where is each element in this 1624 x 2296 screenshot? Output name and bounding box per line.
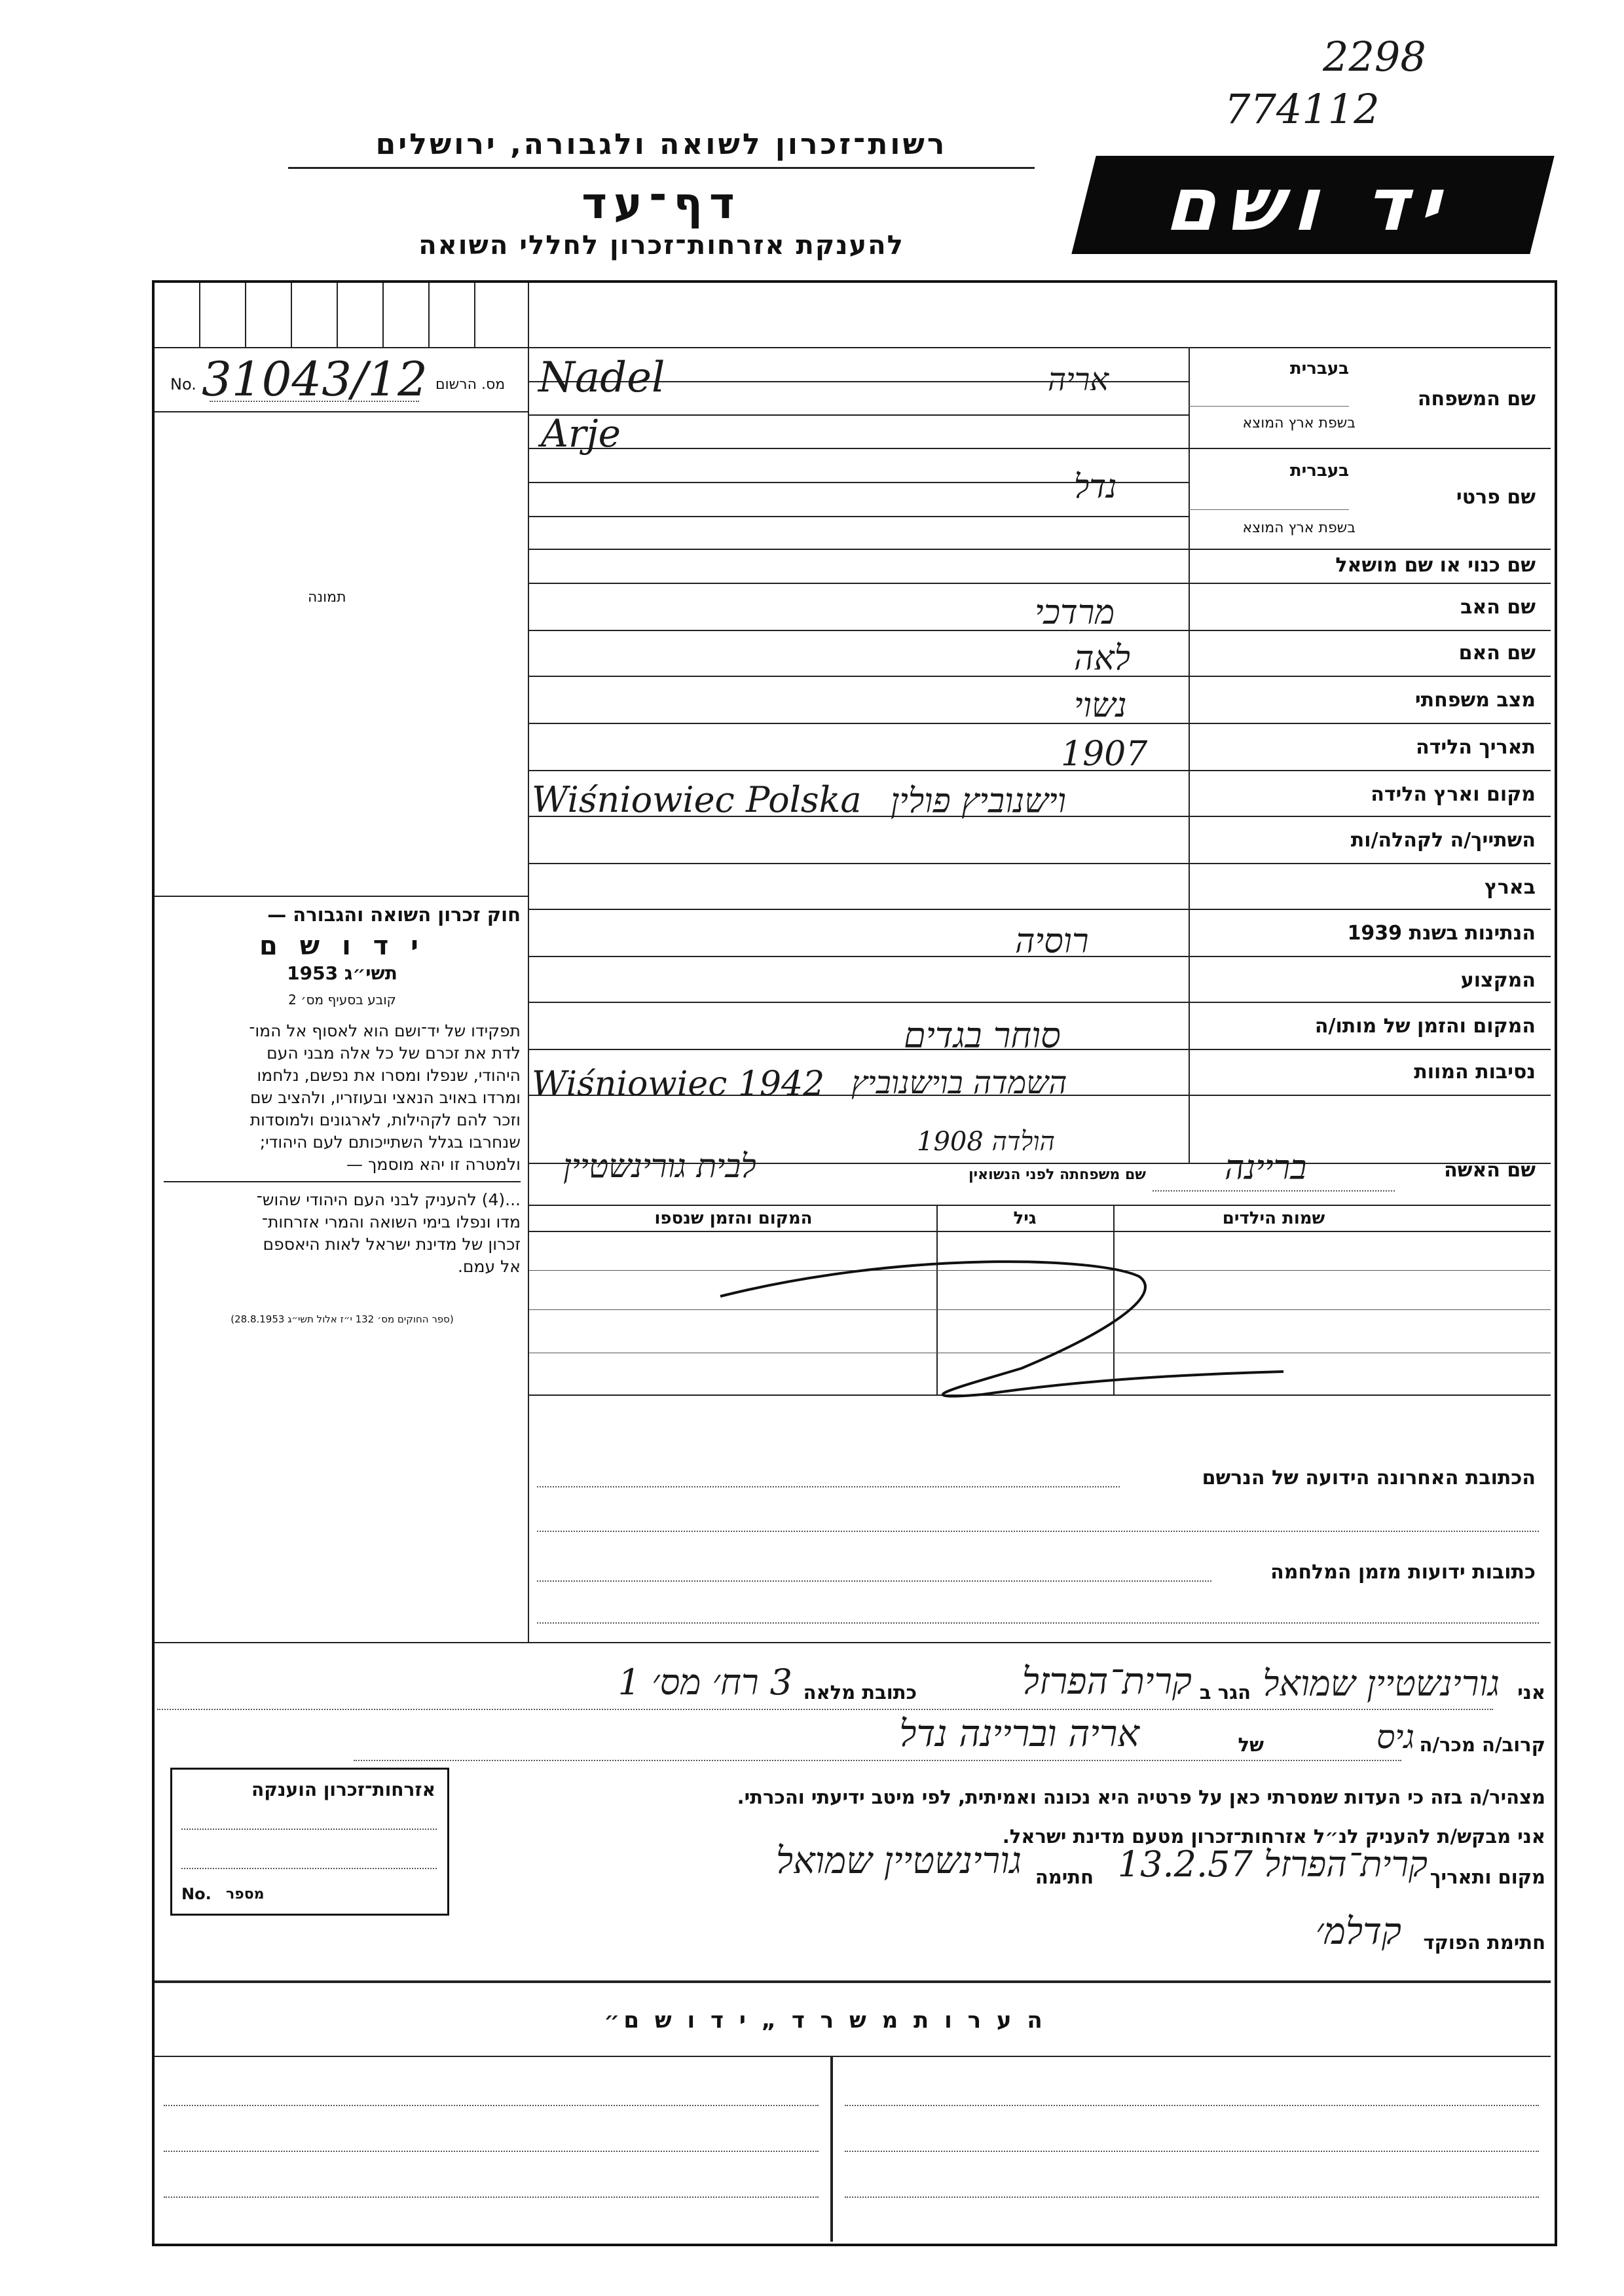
law-line: לדת את זכרם של כל אלה מבני העם [267,1044,521,1063]
yad-vashem-logo [1071,156,1554,254]
address-dotted [537,1531,1539,1532]
logo-text: יד ושם [1160,162,1466,247]
surname-origin-label: בשפת ארץ המוצא [1242,415,1356,431]
citizenship-value: רוסיה [1015,922,1089,961]
profession-label: המקצוע [1460,969,1536,992]
law-line: זכרון של מדינת ישראל לאות היאספם [263,1235,521,1254]
box-dotted [181,1868,437,1869]
father-label: שם האב [1460,596,1536,619]
registration-row-bottom [155,411,529,412]
row-line [529,583,1551,584]
firstname-hebrew-value: נדל [1074,467,1117,505]
box-divider [428,283,430,347]
law-name: י ד ו ש ם [259,931,425,961]
registration-label: מס. הרשום [435,376,506,393]
community-label: השתייך/ה לקהלה/ות [1350,829,1536,852]
box-divider [199,283,200,347]
resides-value: קרית־הפרזל [1022,1660,1192,1703]
death-circumstances-latin: Wiśniowiec 1942 [532,1065,825,1104]
wartime-addresses-label: כתובות ידועות מזמן המלחמה [1270,1561,1536,1584]
signature-value: גורינשטיין שמואל [775,1840,1022,1882]
wife-dotted [1153,1190,1395,1192]
last-address-label: הכתובת האחרונה הידועה של הנרשם [1202,1467,1536,1489]
firstname-origin-label: בשפת ארץ המוצא [1242,520,1356,536]
birth-date-label: תאריך הלידה [1416,736,1536,759]
law-line: וזכר להם לקהילות, לארגונים ולמוסדות [249,1110,521,1129]
law-reference: (ספר החוקים מס׳ 132 י״ז אלול תשי״ג 28.8.1953) [231,1313,454,1325]
registration-dotted [210,401,419,402]
citizenship-granted-box [170,1768,449,1916]
surname-label: שם המשפחה [1417,388,1536,410]
box-dotted [181,1829,437,1830]
law-line: תפקידו של יד־ושם הוא לאסוף אל המו־ [249,1021,521,1040]
birth-place-latin: Wiśniowiec Polska [532,779,862,820]
children-header-place: המקום והזמן שנספו [654,1209,813,1228]
wife-label: שם האשה [1444,1159,1536,1182]
notes-dotted [845,2196,1539,2198]
children-header-line [529,1205,1551,1206]
wife-maiden-label: שם משפחתה לפני הנשואין [969,1167,1146,1183]
of-value: אריה ובריינה נדל [899,1713,1139,1755]
law-line: מדו ונפלו בימי השואה והמרי אזרחות־ [261,1212,521,1231]
notes-dotted [845,2105,1539,2106]
mother-value: לאה [1074,639,1130,678]
nickname-label: שם כנוי או שם מושאל [1335,554,1536,577]
address-label: כתובת מלאה [803,1681,917,1704]
law-block [164,903,521,1330]
row-line [529,448,1551,449]
box-divider [474,283,475,347]
children-header-names: שמות הילדים [1222,1209,1325,1228]
address-dotted [537,1486,1120,1487]
law-title: חוק זכרון השואה והגבורה — [267,903,521,926]
surname-hebrew-value: אריה [1048,361,1109,398]
box-divider [291,283,292,347]
of-label: של [1238,1734,1264,1756]
label-column-border [1189,347,1190,1163]
firstname-label: שם פרטי [1456,486,1536,509]
surname-hebrew-label: בעברית [1289,359,1349,378]
box-divider [245,283,246,347]
citizenship-label: הנתינות בשנת 1939 [1347,922,1536,945]
institution-title: רשות־זכרון לשואה ולגבורה, ירושלים [375,128,948,161]
children-header-age: גיל [1013,1209,1037,1228]
notes-dotted [164,2105,819,2106]
place-date-value: קרית־הפרזל 13.2.57 [1117,1844,1428,1885]
law-line: ומרדו באויב הנאצי ובעוזריו, ולהציב שם [250,1088,521,1107]
official-signature-label: חתימת הפוקד [1423,1931,1545,1954]
wife-maiden-value: לבית גורינשטיין [563,1147,756,1185]
declaration-dotted [354,1760,1401,1761]
top-boxes-bottom [155,347,529,348]
mother-label: שם האם [1458,642,1536,665]
birth-place-label: מקום וארץ הלידה [1371,783,1536,806]
notes-column-border [830,2057,833,2242]
citizenship-box-no-label: מספר [226,1886,265,1903]
declaration-i-label: אני [1517,1681,1545,1704]
surname-inner-line [1189,406,1349,407]
form-subtitle: להענקת אזרחות־זכרון לחללי השואה [418,230,904,261]
death-circumstances-hebrew: השמדה בוישנוביץ [851,1065,1067,1101]
request-text: אני מבקש/ת להעניק לנ״ל אזרחות־זכרון מטעם מדינת ישראל. [1002,1825,1545,1848]
address-value: 3 רח׳ מס׳ 1 [618,1662,792,1703]
notes-dotted [845,2151,1539,2152]
surname-latin-value: Nadel [538,354,665,402]
law-line: שנחרבו בגלל השתייכותם לעם היהודי; [259,1133,521,1152]
cross-out-scribble [707,1244,1297,1414]
row-line [529,909,1551,910]
death-circumstances-label: נסיבות המוות [1414,1061,1536,1084]
law-line: ...(4) להעניק לבני העם היהודי שהוש־ [256,1190,521,1209]
notes-dotted [164,2151,819,2152]
father-value: מרדכי [1035,593,1115,632]
box-divider [382,283,384,347]
family-status-label: מצב משפחתי [1414,689,1536,712]
registration-number: 31043/12 [202,352,428,407]
death-place-label: המקום והזמן של מותו/ה [1314,1015,1536,1038]
registration-prefix: No. [170,375,196,393]
wife-value: בריינה [1225,1148,1307,1188]
handwritten-number-second: 774112 [1225,85,1380,133]
row-line [529,414,1189,416]
relation-value: גיס [1376,1718,1414,1756]
notes-title: ה ע ר ו ת מ ש ר ד „ י ד ו ש ם״ [604,2007,1046,2033]
photo-area-bottom [155,896,529,897]
firstname-hebrew-label: בעברית [1289,461,1349,481]
family-status-value: נשוי [1074,686,1127,725]
law-line: אל עמם. [457,1257,521,1276]
death-place-value: סוחר בגדים [904,1015,1061,1056]
address-dotted [537,1622,1539,1624]
row-line [529,723,1551,724]
statement-text: מצהיר/ה בזה כי העדות שמסרתי כאן על פרטיה היא נכונה ואמיתית, לפי מיטב ידיעתי והכרתי. [737,1786,1545,1808]
row-line [529,347,1551,348]
wife-birth-note: הולדה 1908 [917,1127,1055,1157]
citizenship-box-title: אזרחות־זכרון הוענקה [251,1779,435,1800]
birth-place-hebrew: וישנוביץ פולין [891,782,1067,821]
official-signature-value: קדלמ׳ [1315,1910,1401,1953]
address-dotted [537,1580,1211,1582]
signature-label: חתימה [1035,1866,1094,1888]
firstname-latin-value: Arje [541,411,621,456]
law-line: ולמטרה זו יהא מוסמך — [346,1155,521,1174]
notes-top [155,2056,1551,2057]
declaration-dotted [157,1709,1493,1710]
declarant-name: גורינשטיין שמואל [1263,1663,1500,1704]
box-divider [337,283,338,347]
citizenship-box-no: No. [181,1885,212,1903]
row-line [529,770,1551,771]
relative-label: קרוב/ה מכר/ה [1419,1734,1545,1756]
row-line [529,1002,1551,1003]
row-line [529,863,1551,864]
handwritten-number-top: 2298 [1323,33,1426,81]
in-country-label: בארץ [1484,876,1536,899]
resides-label: הגר ב [1199,1681,1251,1704]
birth-date-value: 1907 [1061,735,1148,774]
law-clause: קובע בסעיף מס׳ 2 [288,992,396,1008]
row-line [529,516,1189,517]
institution-underline [288,167,1035,169]
form-title: דף־עד [581,178,741,228]
place-date-label: מקום ותאריך [1430,1866,1545,1888]
notes-divider [155,1980,1551,1983]
law-line: היהודי, שנפלו ומסרו את נפשם, נלחמו [257,1066,521,1085]
row-line [529,1231,1551,1232]
notes-dotted [164,2196,819,2198]
row-line [529,676,1551,677]
section-divider [155,1642,1551,1643]
row-line [529,549,1551,550]
firstname-inner-line [1189,509,1349,510]
photo-label: תמונה [308,589,346,606]
law-year: תשי״ג 1953 [287,962,397,984]
left-column-border [528,283,529,1643]
